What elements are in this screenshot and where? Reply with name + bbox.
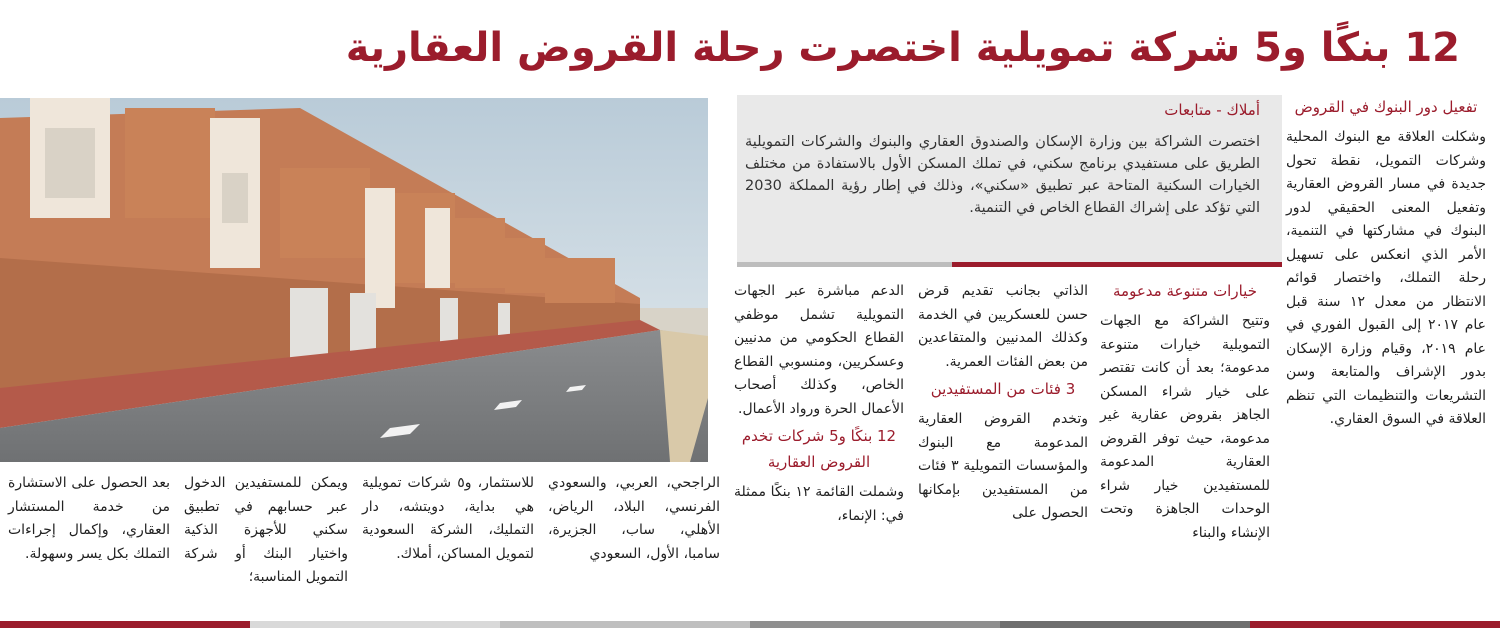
column-3 <box>918 280 1088 526</box>
bottom-bar-segment <box>750 621 1000 628</box>
column-6 <box>362 472 534 566</box>
column-8-body: بعد الحصول على الاستشارة من خدمة المستشار العقاري، وإكمال إجراءات التملك بكل يسر وسهولة. <box>8 475 170 562</box>
column-5-body: الراجحي، العربي، والسعودي الفرنسي، البلاد، الرياض، الأهلي، ساب، الجزيرة، سامبا، الأول، السعودي <box>548 475 720 562</box>
column-2 <box>1100 276 1270 545</box>
column-4-top: الدعم مباشرة عبر الجهات التمويلية تشمل موظفي القطاع الحكومي من مدنيين وعسكريين، ومنسوبي القطاع الخاص، وكذلك أصحاب الأعمال الحرة ورواد الأعمال. <box>734 283 904 417</box>
byline: أملاك - متابعات <box>1164 101 1260 119</box>
column-6-body: للاستثمار، و٥ شركات تمويلية هي بداية، دويتشه، دار التمليك، الشركة السعودية لتمويل المساكن، أملاك. <box>362 475 535 562</box>
gray-rule <box>737 262 952 267</box>
column-4 <box>734 280 904 528</box>
column-7 <box>184 472 348 590</box>
column-1 <box>1286 92 1486 432</box>
column-3-body: وتخدم القروض العقارية المدعومة مع البنوك والمؤسسات التمويلية ٣ فئات من المستفيدين بإمكانها الحصول على <box>918 411 1088 521</box>
bottom-bar-segment <box>500 621 750 628</box>
column-8 <box>8 472 170 566</box>
bottom-bar-segment <box>1250 621 1500 628</box>
intro-text: اختصرت الشراكة بين وزارة الإسكان والصندوق العقاري والبنوك والشركات التمويلية الطريق على مستفيدي برنامج سكني، في تملك المسكن الأول بالاستفادة من مختلف الخيارات السكنية المتاحة عبر تطبيق «سكني»، وذلك في إطار رؤية المملكة 2030 التي تؤكد على إشراك القطاع الخاص في التنمية. <box>745 134 1260 216</box>
subhead-banks-list: 12 بنكًا و5 شركات تخدم القروض العقارية <box>741 427 897 471</box>
housing-photo <box>0 98 708 462</box>
bottom-bar-segment <box>250 621 500 628</box>
bottom-bar-segment <box>0 621 250 628</box>
subhead-options: خيارات متنوعة مدعومة <box>1113 282 1257 300</box>
accent-rule <box>952 262 1282 267</box>
bottom-color-bar <box>0 621 1500 628</box>
bottom-bar-segment <box>1000 621 1250 628</box>
intro-box <box>737 95 1282 263</box>
column-3-top: الذاتي بجانب تقديم قرض حسن للعسكريين في الخدمة وكذلك المدنيين والمتقاعدين من بعض الفئات العمرية. <box>918 283 1088 370</box>
column-4-body: وشملت القائمة ١٢ بنكًا ممثلة في: الإنماء، <box>734 484 904 524</box>
column-1-body: وشكلت العلاقة مع البنوك المحلية وشركات التمويل، نقطة تحول جديدة في مسار القروض العقارية وتفعيل المعنى الحقيقي لدور البنوك في مشاركتها في التنمية، الأمر الذي انعكس على تسهيل رحلة التملك، واختصار قوائم الانتظار من معدل ١٢ سنة قبل عام ٢٠١٧ إلى القبول الفوري في عام ٢٠١٩، وقيام وزارة الإسكان بدور الإشراف والمتابعة وسن التشريعات والتنظيمات التي تنظم العلاقة في السوق العقاري. <box>1286 129 1486 427</box>
column-5 <box>548 472 720 566</box>
subhead-banks-role: تفعيل دور البنوك في القروض <box>1294 98 1478 116</box>
column-7-body: ويمكن للمستفيدين الدخول عبر حسابهم في تطبيق سكني للأجهزة الذكية واختيار البنك أو شركة التمويل المناسبة؛ <box>184 475 348 585</box>
headline: 12 بنكًا و5 شركة تمويلية اختصرت رحلة القروض العقارية <box>345 25 1460 71</box>
column-2-body: وتتيح الشراكة مع الجهات التمويلية خيارات متنوعة مدعومة؛ بعد أن كانت تقتصر على خيار شراء المسكن الجاهز بقروض عقارية غير مدعومة، حيث توفر القروض العقارية المدعومة للمستفيدين خيار شراء الوحدات الجاهزة وتحت الإنشاء والبناء <box>1100 313 1270 541</box>
subhead-three-categories: 3 فئات من المستفيدين <box>930 380 1076 398</box>
